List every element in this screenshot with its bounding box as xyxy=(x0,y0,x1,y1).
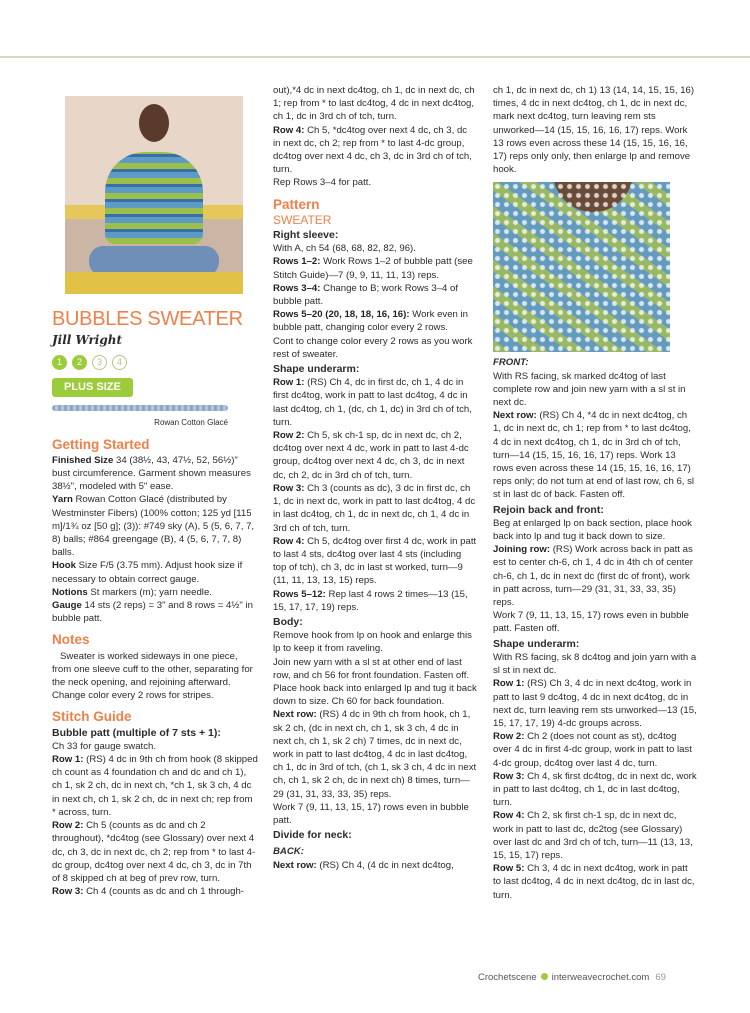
rejoin-1: Beg at enlarged lp on back section, place hook back into lp and tug it back down to size. xyxy=(493,517,692,543)
body-1: Remove hook from lp on hook and enlarge this lp to keep it from raveling. xyxy=(273,630,472,655)
su2-row-3: Row 3: Ch 4, sk first dc4tog, dc in next dc, work in patt to last dc4tog, ch 1, dc in last dc4tog, turn. xyxy=(493,770,697,809)
sg-row-4: Row 4: Ch 5, *dc4tog over next 4 dc, ch 3, dc in next dc, ch 2; rep from * to last 4-dc group, dc4tog over next 4 dc, ch 3, dc in 3rd ch of tch, turn. xyxy=(273,124,472,176)
yarn-spec: Yarn Rowan Cotton Glacé (distributed by Westminster Fibers) (100% cotton; 125 yd [115 m]/1¾ oz [50 g]; (3)): #749 sky (A), 5 (5, 6, 7, 7, 8) balls; #864 greengage (B), 4 (5, 6, 7, 7, 8) balls. xyxy=(52,494,255,559)
model-photo xyxy=(65,96,243,294)
body-3: Place hook back into enlarged lp and tug it back down to size. Ch 60 for back foundation. xyxy=(273,682,477,708)
rs-rows-3-4: Rows 3–4: Change to B; work Rows 3–4 of bubble patt. xyxy=(273,282,459,308)
skill-level-4-icon: 4 xyxy=(112,355,127,370)
footer-url[interactable]: interweavecrochet.com xyxy=(551,972,650,983)
getting-started-heading: Getting Started xyxy=(52,436,150,452)
notes-text: Sweater is worked sideways in one piece, from one sleeve cuff to the other, separating for the neck opening, and rejoining afterward. Change color every 2 rows for stripes. xyxy=(52,650,253,702)
column-left xyxy=(52,96,258,898)
back-label: BACK: xyxy=(273,846,304,858)
skill-level-3-icon: 3 xyxy=(92,355,107,370)
sg-row-1: Row 1: (RS) 4 dc in 9th ch from hook (8 skipped ch count as 4 foundation ch and dc and ch 1), ch 1, sk 2 ch, dc in next ch, *ch 1, sk 3 ch, 4 dc in next ch, ch 1, sk 2 ch, dc in next ch; rep from * across, turn. xyxy=(52,754,258,818)
sg-row-3-cont: out),*4 dc in next dc4tog, ch 1, dc in next dc, ch 1; rep from * to last dc4tog, 4 dc in next dc4tog, ch 1, dc in 3rd ch of tch, turn. xyxy=(273,85,475,123)
rs-rows-5-20: Rows 5–20 (20, 18, 18, 16, 16): Work even in bubble patt, changing color every 2 rows. xyxy=(273,309,469,334)
rejoin-2: Work 7 (9, 11, 13, 15, 17) rows even in bubble patt. Fasten off. xyxy=(493,610,689,635)
sg-repeat: Rep Rows 3–4 for patt. xyxy=(273,177,372,189)
su2-row-4: Row 4: Ch 2, sk first ch-1 sp, dc in next dc, work in patt to last dc, dc2tog (see Glossary) over last dc and 3rd ch of tch, turn—11 (13, 13, 15, 15, 17) reps. xyxy=(493,810,693,861)
column-middle xyxy=(273,84,477,872)
bubble-patt-heading: Bubble patt (multiple of 7 sts + 1): xyxy=(52,726,221,739)
sweater-subheading: SWEATER xyxy=(273,212,332,227)
shape-underarm-heading: Shape underarm: xyxy=(273,363,360,376)
su-row-1: Row 1: (RS) Ch 4, dc in first dc, ch 1, 4 dc in first dc4tog, work in patt to last dc4tog, 4 dc in last dc4tog, ch 1, (dc, ch 1, dc) in 3rd ch of tch, turn. xyxy=(273,377,472,428)
rs-rows-1-2: Rows 1–2: Work Rows 1–2 of bubble patt (see Stitch Guide)—7 (9, 9, 11, 11, 13) reps. xyxy=(273,256,473,281)
stitch-guide-heading: Stitch Guide xyxy=(52,709,132,725)
front-label: FRONT: xyxy=(493,357,529,369)
su-rows-5-12: Rows 5–12: Rep last 4 rows 2 times—13 (15, 15, 17, 17, 19) reps. xyxy=(273,588,468,613)
designer-name: Jill Wright xyxy=(52,333,123,347)
column-right xyxy=(493,84,697,902)
su2-row-5: Row 5: Ch 3, 4 dc in next dc4tog, work in patt to last dc4tog, 4 dc in next dc4tog, dc in last dc, turn. xyxy=(493,863,695,901)
right-sleeve-heading: Right sleeve: xyxy=(273,229,339,242)
su2-row-2: Row 2: Ch 2 (does not count as st), dc4tog over 4 dc in first 4-dc group, work in patt to last 4-dc group, dc4tog over last 4 dc, turn. xyxy=(493,731,692,769)
skill-level-1-icon: 1 xyxy=(52,355,67,370)
body-4: Work 7 (9, 11, 13, 15, 17) rows even in bubble patt. xyxy=(273,801,469,826)
lace-texture xyxy=(493,182,670,352)
finished-size: Finished Size 34 (38½, 43, 47½, 52, 56½)" bust circumference. Garment shown measures 38½", modeled with 5" ease. xyxy=(52,454,251,493)
su2-intro: With RS facing, sk 8 dc4tog and join yarn with a sl st in next dc. xyxy=(493,651,697,677)
pattern-title: BUBBLES SWEATER xyxy=(52,308,243,330)
su2-row-1: Row 1: (RS) Ch 3, 4 dc in next dc4tog, work in patt to last 9 dc4tog, 4 dc in next dc4tog, dc in next dc, turn leaving rem sts unworked—13 (15, 15, 17, 17, 19) 4-dc groups across. xyxy=(493,678,697,729)
bench xyxy=(65,272,243,294)
front-next-row: Next row: (RS) Ch 4, *4 dc in next dc4tog, ch 1, dc in next dc, ch 1; rep from * to last dc4tog, 4 dc in next dc4tog, ch 1, dc in 3rd ch of tch, turn—14 (15, 15, 16, 16, 17) reps. Work 13 rows even across these 14 (15, 15, 16, 16, 17) reps only; do not turn at end of last row, ch 6, sl st in last dc of back. Fasten off. xyxy=(493,410,695,501)
rejoin-heading: Rejoin back and front: xyxy=(493,503,604,516)
body-next-row: Next row: (RS) 4 dc in 9th ch from hook, ch 1, sk 2 ch, (dc in next ch, ch 1, sk 3 ch, 4 dc in next ch, ch 1, sk 2 ch) 7 times, dc in next dc, work in patt to last dc4tog, 4 dc in last dc4tog, ch 1, dc in 3rd of tch, (ch 1, sk 3 ch, 4 dc in next ch, ch 1, sk 2 ch, dc in next ch) 8 times, turn—29 (31, 31, 33, 33, 35) reps. xyxy=(273,709,477,800)
hook-spec: Hook Size F/5 (3.75 mm). Adjust hook size if necessary to obtain correct gauge. xyxy=(52,560,243,585)
model-sweater xyxy=(105,152,203,244)
rs-cont: Cont to change color every 2 rows as you work rest of sweater. xyxy=(273,335,473,360)
body-2: Join new yarn with a sl st at other end of last row, and ch 56 for front foundation. Fasten off. xyxy=(273,656,470,681)
pattern-heading: Pattern xyxy=(273,196,320,212)
magazine-name: Crochetscene xyxy=(478,972,537,983)
bubble-ch: Ch 33 for gauge swatch. xyxy=(52,740,156,752)
front-1: With RS facing, sk marked dc4tog of last complete row and join new yarn with a sl st in next dc. xyxy=(493,370,686,409)
sg-row-3: Row 3: Ch 4 (counts as dc and ch 1 through- xyxy=(52,886,244,898)
notes-heading: Notes xyxy=(52,632,90,648)
divide-neck-heading: Divide for neck: xyxy=(273,829,352,842)
notions-spec: Notions St markers (m); yarn needle. xyxy=(52,586,212,598)
back-cont: ch 1, dc in next dc, ch 1) 13 (14, 14, 15, 15, 16) times, 4 dc in next dc4tog, ch 1, dc in next dc, mark next dc4tog, turn leaving rem sts unworked—14 (15, 15, 16, 16, 17) reps. Work 13 rows even across these 14 (15, 15, 16, 16, 17) reps only only, then enlarge lp and remove hook. xyxy=(493,85,695,176)
top-rule xyxy=(0,0,750,58)
body-heading: Body: xyxy=(273,615,303,628)
back-next-row: Next row: (RS) Ch 4, (4 dc in next dc4tog, xyxy=(273,859,454,871)
joining-row: Joining row: (RS) Work across back in patt as est to center ch-6, ch 1, 4 dc in 4th ch of center ch-6, ch 1, dc in next dc (first dc of front), work in patt across, turn—29 (31, 31, 33, 33, 35) reps. xyxy=(493,544,693,609)
footer-dot-icon xyxy=(541,973,548,980)
skill-level xyxy=(52,355,258,370)
rs-start: With A, ch 54 (68, 68, 82, 82, 96). xyxy=(273,243,416,255)
gauge-spec: Gauge 14 sts (2 reps) = 3" and 8 rows = 4½" in bubble patt. xyxy=(52,600,253,625)
page-footer xyxy=(478,972,666,983)
model-head xyxy=(139,104,169,142)
skill-level-2-icon: 2 xyxy=(72,355,87,370)
yarn-swatch xyxy=(52,405,228,411)
detail-photo xyxy=(493,182,670,352)
su-row-2: Row 2: Ch 5, sk ch-1 sp, dc in next dc, ch 2, dc4tog over next 4 dc, work in patt to last 4-dc group, dc4tog over next 4 dc, ch 3, dc in next dc, ch 2, dc in 3rd ch of tch, turn. xyxy=(273,430,469,481)
page-number: 69 xyxy=(655,972,666,983)
sg-row-2: Row 2: Ch 5 (counts as dc and ch 2 throughout), *dc4tog (see Glossary) over next 4 dc, ch 3, dc in next dc, ch 2; rep from * to last 4-dc group, dc4tog over next 4 dc, ch 3, dc in 7th of 8 skipped ch at beg of prev row, turn. xyxy=(52,820,256,884)
su-row-4: Row 4: Ch 5, dc4tog over first 4 dc, work in patt to last 4 sts, dc4tog over last 4 sts (including top of tch), ch 3, dc in last st worked, turn—9 (11, 11, 13, 13, 15) reps. xyxy=(273,535,477,587)
yarn-caption: Rowan Cotton Glacé xyxy=(154,418,228,428)
su-row-3: Row 3: Ch 3 (counts as dc), 3 dc in first dc, ch 1, dc in next dc, work in patt to last dc4tog, 4 dc in last dc4tog, ch 1, dc in next dc, ch 1, 4 dc in 3rd ch of tch, turn. xyxy=(273,482,476,534)
plus-size-badge: PLUS SIZE xyxy=(52,378,133,397)
shape-underarm-heading-2: Shape underarm: xyxy=(493,637,580,650)
